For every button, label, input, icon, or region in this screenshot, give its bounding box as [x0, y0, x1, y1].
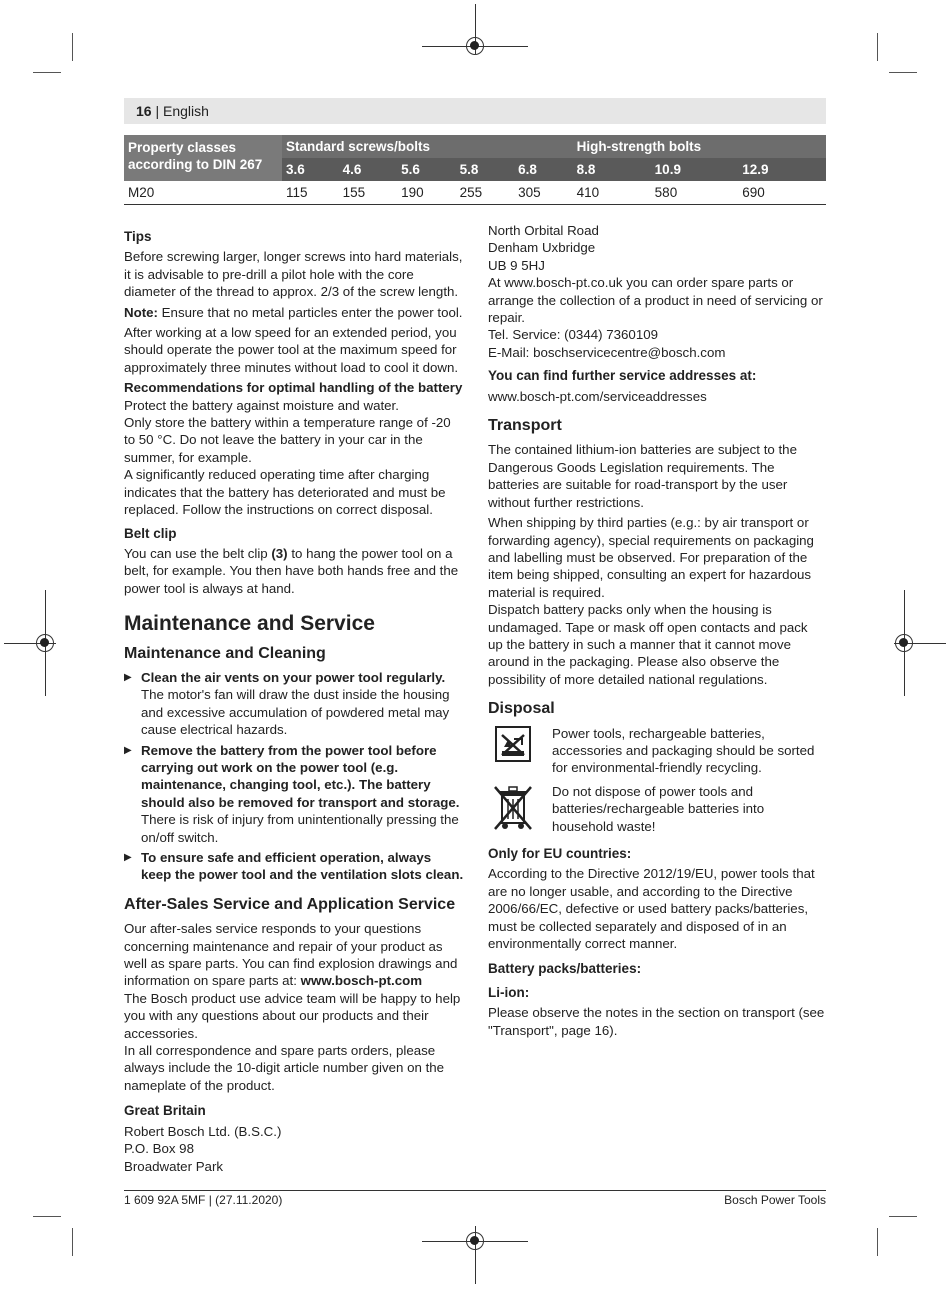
table-cell: 115 [282, 181, 339, 205]
header-separator: | [155, 103, 160, 119]
disposal-paragraph: Power tools, rechargeable batteries, accessories and packaging should be sorted for environmental-friendly recycling. [552, 725, 815, 776]
registration-mark-icon [895, 634, 913, 652]
note-text: Ensure that no metal particles enter the power tool. [157, 304, 463, 320]
property-classes-table [124, 135, 826, 205]
address-line: P.O. Box 98 [124, 1141, 194, 1157]
maintenance-heading: Maintenance and Service [124, 612, 375, 636]
address-line: Robert Bosch Ltd. (B.S.C.) [124, 1123, 282, 1139]
further-addresses-heading: You can find further service addresses at: [488, 368, 757, 384]
bullet-bold: To ensure safe and efficient operation, always keep the power tool and the ventilation slots clean. [141, 850, 464, 883]
table-class-cell: 5.8 [456, 158, 515, 181]
after-sales-text: Our after-sales service responds to your questions concerning maintenance and repair of your product as well as spare parts. You can find explosion drawings and information on spare parts at: [124, 921, 458, 989]
page-number: 16 [136, 103, 152, 119]
belt-clip-heading: Belt clip [124, 525, 177, 541]
note-paragraph [124, 304, 464, 321]
transport-paragraph: The contained lithium-ion batteries are subject to the Dangerous Goods Legislation requirements. The batteries are suitable for road-transport by the user without further restrictions. [488, 442, 797, 510]
crop-mark [877, 33, 878, 61]
bullet-bold: Remove the battery from the power tool before carrying out work on the power tool (e.g. maintenance, changing tool, etc.). The battery should also be removed for transport and storage. [141, 742, 460, 810]
page-header [124, 98, 826, 124]
after-sales-paragraph: In all correspondence and spare parts orders, please always include the 10-digit article number given on the nameplate of the product. [124, 1043, 445, 1093]
disposal-bin-row [488, 783, 826, 835]
telephone: Tel. Service: (0344) 7360109 [488, 327, 659, 343]
belt-text: You can use the belt clip [124, 545, 272, 561]
belt-clip-paragraph [124, 545, 464, 597]
recycling-symbol-icon [488, 725, 538, 777]
bullet-text: The motor's fan will draw the dust inside the housing and excessive accumulation of powdered metal may cause electrical hazards. [141, 687, 450, 738]
note-label: Note: [124, 304, 158, 320]
table-cell: 690 [738, 181, 826, 205]
footer-brand: Bosch Power Tools [724, 1193, 826, 1207]
right-column [488, 222, 826, 1042]
transport-paragraph: When shipping by third parties (e.g.: by air transport or forwarding agency), special requirements on packaging and labelling must be observed. For preparation of the item being shipped, consulting an expert for hazardous material is required. [488, 515, 814, 600]
battery-paragraph: Only store the battery within a temperature range of -20 to 50 °C. Do not leave the battery in your car in the summer, for example. [124, 415, 451, 465]
table-cell: 255 [456, 181, 515, 205]
belt-clip-number: (3) [271, 545, 288, 561]
left-column [124, 222, 464, 1175]
registration-mark-icon [466, 1232, 484, 1250]
disposal-heading: Disposal [488, 700, 555, 718]
list-item [124, 742, 464, 846]
email: E-Mail: boschservicecentre@bosch.com [488, 344, 726, 360]
tips-paragraph: Before screwing larger, longer screws into hard materials, it is advisable to pre-drill a pilot hole with the core diameter of the thread to approx. 2/3 of the screw length. [124, 249, 463, 300]
crop-mark [33, 1216, 61, 1217]
after-sales-heading: After-Sales Service and Application Service [124, 895, 456, 913]
table-cell: 190 [397, 181, 456, 205]
table-cell: 155 [339, 181, 398, 205]
table-class-cell: 3.6 [282, 158, 339, 181]
table-class-cell: 6.8 [514, 158, 573, 181]
table-cell: 305 [514, 181, 573, 205]
battery-packs-heading: Battery packs/batteries: [488, 961, 642, 977]
cleaning-heading: Maintenance and Cleaning [124, 644, 326, 662]
table-class-cell: 8.8 [573, 158, 651, 181]
page-footer [124, 1190, 826, 1207]
li-ion-paragraph: Please observe the notes in the section on transport (see "Transport", page 16). [488, 1005, 825, 1038]
list-item [124, 669, 464, 739]
crop-mark [889, 1216, 917, 1217]
crop-mark [72, 33, 73, 61]
address-line: Broadwater Park [124, 1158, 224, 1174]
crop-mark [33, 72, 61, 73]
transport-heading: Transport [488, 417, 562, 435]
registration-mark-icon [36, 634, 54, 652]
tips-paragraph: After working at a low speed for an extended period, you should operate the power tool at the maximum speed for approximately three minutes without load to cool it down. [124, 325, 459, 375]
li-ion-heading: Li-ion: [488, 984, 530, 1000]
header-language: English [163, 103, 209, 119]
battery-paragraph: Protect the battery against moisture and water. [124, 397, 399, 413]
footer-doc-number: 1 609 92A 5MF | (27.11.2020) [124, 1193, 283, 1207]
tips-heading: Tips [124, 229, 152, 244]
after-sales-paragraph [124, 920, 464, 990]
bullet-bold: Clean the air vents on your power tool regularly. [141, 669, 446, 685]
registration-mark-icon [466, 37, 484, 55]
eu-countries-heading: Only for EU countries: [488, 846, 632, 861]
great-britain-heading: Great Britain [124, 1103, 206, 1119]
table-cell: 580 [651, 181, 739, 205]
service-addresses-link[interactable]: www.bosch-pt.com/serviceaddresses [488, 388, 707, 404]
table-cell: 410 [573, 181, 651, 205]
address-line: North Orbital Road [488, 223, 599, 238]
address-line: Denham Uxbridge [488, 240, 596, 256]
transport-paragraph: Dispatch battery packs only when the housing is undamaged. Tape or mask off open contacts and pack up the battery in such a manner that it cannot move around in the packaging. Please also observe the possibility of more detailed national regulations. [488, 602, 808, 687]
bosch-link[interactable]: www.bosch-pt.com [300, 973, 423, 989]
table-group-standard: Standard screws/bolts [282, 135, 573, 158]
order-paragraph: At www.bosch-pt.co.uk you can order spare parts or arrange the collection of a product in need of servicing or repair. [488, 275, 823, 326]
crossed-out-bin-icon [488, 783, 538, 835]
address-line: UB 9 5HJ [488, 257, 545, 273]
belt-text: to hang the power tool on a belt, for example. You then have both hands free and the power tool is always at hand. [124, 545, 459, 596]
bullet-text: There is risk of injury from unintentionally pressing the on/off switch. [141, 812, 459, 845]
after-sales-paragraph: The Bosch product use advice team will be happy to help you with any questions about our products and their accessories. [124, 990, 461, 1041]
eu-paragraph: According to the Directive 2012/19/EU, power tools that are no longer usable, and according to the Directive 2006/66/EC, defective or used battery packs/batteries, must be collected separately and disposed of in an environmentally correct manner. [488, 866, 815, 952]
battery-heading: Recommendations for optimal handling of the battery [124, 380, 463, 396]
table-class-cell: 4.6 [339, 158, 398, 181]
list-item [124, 849, 464, 884]
table-group-high: High-strength bolts [573, 135, 826, 158]
disposal-recycle-row [488, 725, 826, 777]
table-class-cell: 5.6 [397, 158, 456, 181]
crop-mark [877, 1228, 878, 1256]
crop-mark [72, 1228, 73, 1256]
disposal-paragraph: Do not dispose of power tools and batteries/rechargeable batteries into household waste! [552, 783, 765, 834]
table-row [124, 181, 826, 205]
table-class-cell: 12.9 [738, 158, 826, 181]
table-class-cell: 10.9 [651, 158, 739, 181]
table-row-label: M20 [124, 181, 282, 205]
table-property-header: Property classes according to DIN 267 [124, 135, 282, 181]
crop-mark [889, 72, 917, 73]
battery-paragraph: A significantly reduced operating time after charging indicates that the battery has deteriorated and must be replaced. Follow the instructions on correct disposal. [124, 467, 446, 518]
